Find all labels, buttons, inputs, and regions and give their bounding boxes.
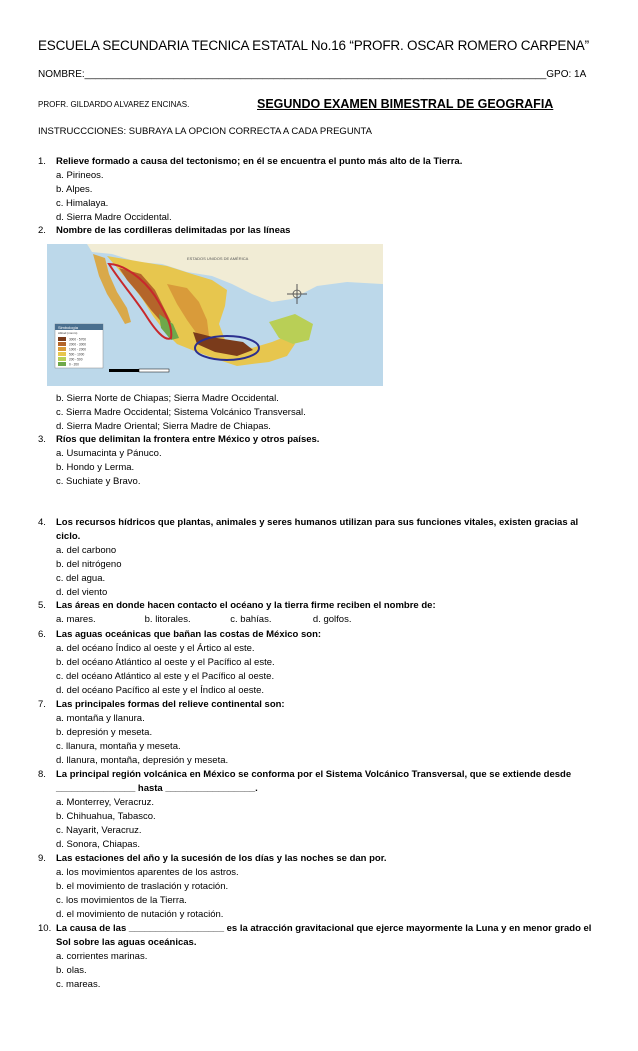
option[interactable]: d. Sierra Madre Occidental.	[56, 212, 172, 223]
option[interactable]: c. los movimientos de la Tierra.	[56, 895, 187, 906]
question-number: 1.	[38, 156, 46, 167]
question-10	[38, 922, 598, 992]
option[interactable]: d. el movimiento de nutación y rotación.	[56, 909, 224, 920]
question-4	[38, 516, 598, 600]
option[interactable]: d. llanura, montaña, depresión y meseta.	[56, 755, 229, 766]
options-row	[56, 613, 598, 627]
option[interactable]: c. mareas.	[56, 979, 101, 990]
question-stem: Nombre de las cordilleras delimitadas por las líneas	[56, 225, 291, 236]
legend-swatch	[58, 337, 66, 341]
question-2-options	[38, 392, 598, 434]
option[interactable]: a. corrientes marinas.	[56, 951, 148, 962]
question-9	[38, 852, 598, 922]
question-number: 6.	[38, 629, 46, 640]
option[interactable]: b. Hondo y Lerma.	[56, 462, 135, 473]
option[interactable]: c. llanura, montaña y meseta.	[56, 741, 181, 752]
question-number: 4.	[38, 517, 46, 528]
question-8	[38, 768, 598, 852]
question-7	[38, 698, 598, 768]
school-name: ESCUELA SECUNDARIA TECNICA ESTATAL No.16 “PROFR. OSCAR ROMERO CARPENA”	[38, 38, 589, 53]
question-number: 10.	[38, 923, 52, 934]
option[interactable]: b. Sierra Norte de Chiapas; Sierra Madre Occidental.	[56, 393, 279, 404]
exam-title: SEGUNDO EXAMEN BIMESTRAL DE GEOGRAFIA	[257, 97, 554, 111]
option[interactable]: a. Monterrey, Veracruz.	[56, 797, 155, 808]
question-2	[38, 224, 598, 238]
option[interactable]: a. Pirineos.	[56, 170, 104, 181]
legend-swatch	[58, 362, 66, 366]
option[interactable]: c. del agua.	[56, 573, 106, 584]
option[interactable]: d. golfos.	[312, 614, 352, 625]
option[interactable]: a. Usumacinta y Pánuco.	[56, 448, 162, 459]
option[interactable]: c. Sierra Madre Occidental; Sistema Volcánico Transversal.	[56, 407, 306, 418]
question-stem: Las aguas oceánicas que bañan las costas de México son:	[56, 629, 322, 640]
student-name-line: NOMBRE:___________________________________________________________________________________GPO: 1A	[38, 69, 587, 80]
scale-bar	[109, 369, 169, 372]
question-stem: Relieve formado a causa del tectonismo; en él se encuentra el punto más alto de la Tierra.	[56, 156, 463, 167]
legend-label: 500 - 1000	[69, 352, 85, 357]
question-stem: Las principales formas del relieve continental son:	[56, 699, 285, 710]
option[interactable]: d. Sonora, Chiapas.	[56, 839, 140, 850]
question-stem: Las áreas en donde hacen contacto el océano y la tierra firme reciben el nombre de:	[56, 600, 436, 611]
country-label: ESTADOS UNIDOS DE AMÉRICA	[187, 256, 249, 261]
legend-swatch	[58, 352, 66, 356]
question-5	[38, 599, 598, 627]
question-stem: La principal región volcánica en México se conforma por el Sistema Volcánico Transversal, que se extiende desde _______________ hasta _________________.	[56, 769, 572, 794]
question-6	[38, 628, 598, 698]
question-1	[38, 155, 598, 225]
question-3	[38, 433, 598, 489]
legend-label: 200 - 500	[69, 357, 83, 362]
option[interactable]: a. mares.	[56, 614, 96, 625]
question-number: 7.	[38, 699, 46, 710]
legend-swatch	[58, 357, 66, 361]
question-stem: Ríos que delimitan la frontera entre México y otros países.	[56, 434, 320, 445]
question-number: 2.	[38, 225, 46, 236]
map-svg	[47, 244, 383, 386]
instructions: INSTRUCCCIONES: SUBRAYA LA OPCION CORRECTA A CADA PREGUNTA	[38, 126, 372, 137]
question-stem: Las estaciones del año y la sucesión de los días y las noches se dan por.	[56, 853, 387, 864]
question-number: 3.	[38, 434, 46, 445]
question-stem: Los recursos hídricos que plantas, animales y seres humanos utilizan para sus funciones vitales, existen gracias al ciclo.	[56, 517, 579, 542]
option[interactable]: d. del océano Pacífico al este y el Índico al oeste.	[56, 685, 265, 696]
legend-label: 1000 - 2000	[69, 347, 87, 352]
option[interactable]: d. del viento	[56, 587, 108, 598]
option[interactable]: b. del nitrógeno	[56, 559, 122, 570]
question-number: 5.	[38, 600, 46, 611]
option[interactable]: d. Sierra Madre Oriental; Sierra Madre de Chiapas.	[56, 421, 271, 432]
option[interactable]: c. del océano Atlántico al este y el Pacífico al oeste.	[56, 671, 275, 682]
option[interactable]: b. litorales.	[144, 614, 191, 625]
legend-swatch	[58, 347, 66, 351]
option[interactable]: b. del océano Atlántico al oeste y el Pacífico al este.	[56, 657, 275, 668]
legend-label: 2000 - 3000	[69, 342, 87, 347]
option[interactable]: a. del océano Índico al oeste y el Ártico al este.	[56, 643, 255, 654]
option[interactable]: a. del carbono	[56, 545, 117, 556]
legend-label: 0 - 200	[69, 362, 79, 367]
option[interactable]: c. bahías.	[230, 614, 272, 625]
option[interactable]: c. Suchiate y Bravo.	[56, 476, 141, 487]
question-stem: La causa de las __________________ es la atracción gravitacional que ejerce mayormente la Luna y en menor grado el Sol sobre las aguas oceánicas.	[56, 923, 592, 948]
legend-title: Simbología	[58, 325, 79, 330]
legend-swatch	[58, 342, 66, 346]
option[interactable]: b. olas.	[56, 965, 87, 976]
teacher-name: PROFR. GILDARDO ALVAREZ ENCINAS.	[38, 100, 190, 109]
option[interactable]: b. Chihuahua, Tabasco.	[56, 811, 156, 822]
option[interactable]: c. Nayarit, Veracruz.	[56, 825, 142, 836]
mexico-relief-map	[47, 244, 383, 386]
option[interactable]: b. Alpes.	[56, 184, 93, 195]
legend-subtitle: Altitud (msnm)	[58, 331, 78, 335]
question-number: 9.	[38, 853, 46, 864]
option[interactable]: b. el movimiento de traslación y rotación.	[56, 881, 229, 892]
option[interactable]: c. Himalaya.	[56, 198, 109, 209]
question-number: 8.	[38, 769, 46, 780]
legend-label: 3000 - 5700	[69, 337, 87, 342]
map-legend	[55, 324, 103, 368]
option[interactable]: a. los movimientos aparentes de los astros.	[56, 867, 239, 878]
option[interactable]: a. montaña y llanura.	[56, 713, 145, 724]
option[interactable]: b. depresión y meseta.	[56, 727, 153, 738]
